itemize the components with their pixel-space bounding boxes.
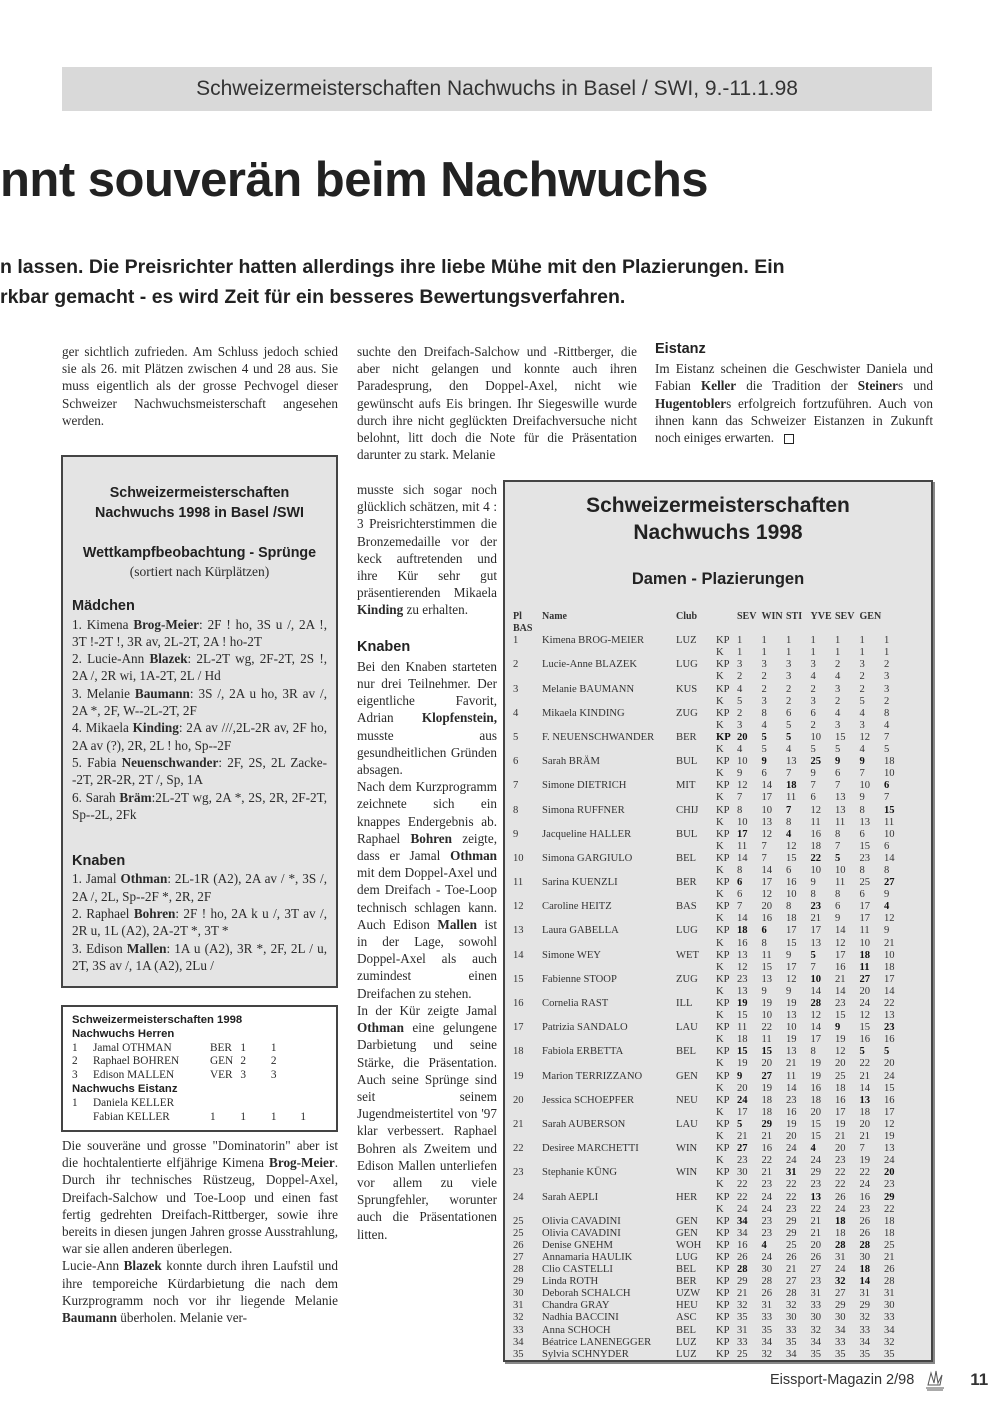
page-number: 11 (970, 1370, 989, 1389)
body-paragraph: Lucie-Ann Blazek konnte durch ihren Laufstil und ihre temporeiche Kürdarbietung die nach dem Kurzprogramm noch vor ihr liegende Melanie Baumann überholen. Melanie ver- (62, 1258, 338, 1326)
table-row: 27 Annamaria HAULIK LUG KP 26 24 26 26 31 30 21 (513, 1251, 895, 1263)
box-subtitle: Wettkampfbeobachtung - Sprünge (82, 545, 317, 561)
table-row: 2 Lucie-Anne BLAZEK LUG KP 3 3 3 3 2 3 2 (513, 659, 890, 671)
result-row: 2 Raphael BOHREN GEN 2 2 (72, 1055, 277, 1068)
table-row: 26 Denise GNEHM WOH KP 16 4 25 20 28 28 25 (513, 1239, 895, 1251)
article-headline: nnt souverän beim Nachwuchs (0, 153, 709, 207)
article-lead (0, 252, 785, 312)
column-1-top (62, 343, 338, 429)
girls-list (72, 616, 327, 824)
body-paragraph: In der Kür zeigte Jamal Othman eine gelungene Darbietung und seine Stärke, die Präsentation. Auch seine Sprünge sind seit seinem Jugendmeistertitel von '97 klar verbessert. Raphael Bohren als Zweitem und Edison Mallen unterliefen vor allem zu viele Sprungfehler, worunter auch die Präsentationen litten. (357, 1002, 497, 1242)
herren-heading: Nachwuchs Herren (72, 1027, 175, 1040)
table-row: 5 F. NEUENSCHWANDER BER KP 20 5 5 10 15 12 7 (513, 731, 890, 743)
body-paragraph: Nach dem Kurzprogramm zeichnete sich ein knappes Endergebnis ab. Raphael Bohren zeigte, dass er Jamal Othman mit dem Doppel-Axel und dem Dreifach - Toe-Loop technisch schlagen kann. Auch Edison Mallen ist in der Lage, sowohl Doppel-Axel als auch zumindest einen Dreifachen zu stehen. (357, 779, 497, 1001)
table-row: 34 Béatrice LANENEGGER LUZ KP 33 34 35 34 33 34 32 (513, 1336, 895, 1348)
table-row: 29 Linda ROTH BER KP 29 28 27 23 32 14 28 (513, 1276, 895, 1288)
result-row: Fabian KELLER 1 1 1 1 (92, 1110, 307, 1123)
table-row: 14 Simone WEY WET KP 13 11 9 5 17 18 10 (513, 949, 895, 961)
table-row-k: K 18 11 19 17 19 16 16 (716, 1034, 895, 1046)
championship-results-box (61, 1005, 338, 1132)
table-row: 9 Jacqueline HALLER BUL KP 17 12 4 16 8 6 10 (513, 828, 895, 840)
lead-line: rkbar gemacht - es wird Zeit für ein besseres Bewertungsverfahren. (0, 286, 626, 308)
table-row: 25 Olivia CAVADINI GEN KP 34 23 29 21 18 26 18 (513, 1227, 895, 1239)
table-row: 33 Anna SCHOCH BEL KP 31 35 33 32 34 33 34 (513, 1324, 895, 1336)
results-header-row: Pl Name Club SEV WIN STI YVE SEV GEN (513, 611, 882, 622)
table-row: 8 Simona RUFFNER CHIJ KP 8 10 7 12 13 8 15 (513, 804, 895, 816)
jump-entry: 4. Mikaela Kinding: 2A av ///,2L-2R av, 2F ho, 2A av (?), 2R, 2L ! ho, Sp--2F (72, 720, 327, 753)
body-paragraph: Die souveräne und grosse "Dominatorin" aber ist die hochtalentierte elfjährige Kimena Brog-Meier. Durch ihr technisches Rüstzeug, Doppel-Axel, Dreifach-Salchow und Toe-Loop und einen fast fertig gedrehten Dreifach-Rittberger, sowie ihre bereits in diesen jungen Jahren grosse Ausstrahlung, war sie allen anderen überlegen. (62, 1138, 338, 1257)
table-row-k: K 8 14 6 10 10 8 8 (716, 864, 890, 876)
table-row-k: K 14 16 18 21 9 17 12 (716, 913, 895, 925)
table-row: 6 Sarah BRÄM BUL KP 10 9 13 25 9 9 18 (513, 756, 895, 768)
table-row-k: K 12 15 17 7 16 11 18 (716, 961, 895, 973)
boys-list (72, 870, 327, 974)
table-row: 22 Desiree MARCHETTI WIN KP 27 16 24 4 20 7 13 (513, 1143, 895, 1155)
jump-entry: 3. Edison Mallen: 1A u (A2), 3R *, 2F, 2L / u, 2T, 3S av /, 1A (A2), 2Lu / (72, 940, 327, 973)
jump-entry: 2. Raphael Bohren: 2F ! ho, 2A k u /, 3T av /, 2R u, 1L (A2), 2A-2T *, 3T * (72, 906, 327, 939)
table-row-k: K 11 7 12 18 7 15 6 (716, 840, 890, 852)
jump-entry: 1. Jamal Othman: 2L-1R (A2), 2A av / *, 3S /, 2A /, 2L, Sp--2F *, 2R, 2F (72, 871, 328, 904)
lead-line: n lassen. Die Preisrichter hatten allerdings ihre liebe Mühe mit den Plazierungen. Ein (0, 256, 785, 278)
table-row-k: K 24 24 23 22 24 23 22 (716, 1203, 895, 1215)
table-row: 7 Simone DIETRICH MIT KP 12 14 18 7 7 10 6 (513, 780, 890, 792)
table-row: 25 Olivia CAVADINI GEN KP 34 23 29 21 18 26 18 (513, 1215, 895, 1227)
table-row-k: K 6 12 10 8 8 6 9 (716, 889, 890, 901)
jump-observation-box (61, 455, 338, 988)
table-row-k: K 17 18 16 20 17 18 17 (716, 1106, 895, 1118)
jump-entry: 1. Kimena Brog-Meier: 2F ! ho, 3S u /, 2A !, 3T !-2T !, 3R av, 2L-2T, 2A ! ho-2T (72, 616, 327, 649)
column-2-top (357, 343, 637, 463)
table-row: 19 Marion TERRIZZANO GEN KP 9 27 11 19 25 21 24 (513, 1070, 895, 1082)
table-row: 28 Clio CASTELLI BEL KP 28 30 21 27 24 18 26 (513, 1264, 895, 1276)
result-row: 1 Jamal OTHMAN BER 1 1 (72, 1041, 277, 1054)
table-row: 10 Simona GARGIULO BEL KP 14 7 15 22 5 23 14 (513, 852, 895, 864)
girls-heading: Mädchen (72, 598, 135, 615)
table-row: 21 Sarah AUBERSON LAU KP 5 29 19 15 19 20 12 (513, 1118, 895, 1130)
table-row-k: K 13 9 9 14 14 20 14 (716, 985, 895, 997)
table-row: 31 Chandra GRAY HEU KP 32 31 32 33 29 29 30 (513, 1300, 895, 1312)
table-row-k: K 4 5 4 5 5 4 5 (716, 744, 890, 756)
skate-logo-icon (922, 1367, 948, 1393)
section-banner: Schweizermeisterschaften Nachwuchs in Basel / SWI, 9.-11.1.98 (62, 67, 932, 111)
table-row: 32 Nadhia BACCINI ASC KP 35 33 30 30 30 32 33 (513, 1312, 895, 1324)
column-3 (655, 341, 933, 446)
table-row: 23 Stephanie KÜNG WIN KP 30 21 31 29 22 22 20 (513, 1167, 895, 1179)
eistanz-rows (72, 1097, 327, 1125)
table-row: 13 Laura GABELLA LUG KP 18 6 17 17 14 11 9 (513, 925, 890, 937)
result-row: 3 Edison MALLEN VER 3 3 (72, 1069, 277, 1082)
table-row: 12 Caroline HEITZ BAS KP 7 20 8 23 6 17 4 (513, 901, 890, 913)
column-2-narrow (357, 481, 497, 1243)
table-row-k: K 22 23 22 23 22 24 23 (716, 1179, 895, 1191)
eistanz-heading: Nachwuchs Eistanz (72, 1082, 178, 1095)
eistanz-heading: Eistanz (655, 341, 706, 357)
table-row: 1 Kimena BROG-MEIER LUZ KP 1 1 1 1 1 1 1 (513, 635, 890, 647)
magazine-name: Eissport-Magazin 2/98 (770, 1372, 915, 1388)
small-box-title: Schweizermeisterschaften 1998 (72, 1014, 243, 1026)
table-row-k: K 3 4 5 2 3 3 4 (716, 719, 890, 731)
result-row: 1 Daniela KELLER (72, 1096, 175, 1109)
table-row-k: K 19 20 21 19 20 22 20 (716, 1058, 895, 1070)
body-paragraph: musste sich sogar noch glücklich schätzen, mit 4 : 3 Preisrichterstimmen die Bronzemedaille vor der keck auftretenden und ihre Kür sehr gut präsentierenden Mikaela Kinding zu erhalten. (357, 482, 497, 618)
table-row-k: K 9 6 7 9 6 7 10 (716, 768, 895, 780)
table-row: 17 Patrizia SANDALO LAU KP 11 22 10 14 9 15 23 (513, 1022, 895, 1034)
table-row: 24 Sarah AEPLI HER KP 22 24 22 13 26 16 29 (513, 1191, 895, 1203)
herren-rows (72, 1042, 327, 1083)
results-title: Schweizermeisterschaften Nachwuchs 1998 (586, 494, 850, 544)
table-row-k: K 2 2 3 4 4 2 3 (716, 671, 890, 683)
box-title: Schweizermeisterschaften Nachwuchs 1998 in Basel /SWI (95, 485, 304, 521)
table-row-k: K 7 17 11 6 13 9 7 (716, 792, 890, 804)
body-paragraph: suchte den Dreifach-Salchow und -Rittberger, die aber nicht gelangen und konnte auch ihren Paradesprung, den Doppel-Axel, nicht wie gewünscht aufs Eis bringen. Ihr Siegeswille wurde durch ihre nicht geglückten Dreifachversuche nicht belohnt, litt doch die Note für die Präsentation darunter zu stark. Melanie (357, 344, 637, 463)
results-table: Pl Name Club SEV WIN STI YVE SEV GEN BAS 1 Kimena BROG-MEIER LUZ KP 1 1 1 1 1 1 1 K 1 1 1 1 1 1 1 2 Lucie-Anne BLAZEK LUG KP 3 3 3 3 2 3 2 K 2 2 3 4 4 2 3 3 Melanie BAUMANN KUS KP 4 2 2 2 3 2 3 K 5 3 2 3 2 5 2 4 Mikaela KINDING ZUG KP 2 8 6 6 4 4 8 K 3 4 5 2 3 3 4 5 F. NEUENSCHWANDER BER KP 20 5 5 10 15 12 7 K 4 5 4 5 5 4 5 6 Sarah BRÄM BUL KP 10 9 13 25 9 9 18 K 9 6 7 9 6 7 10 7 Simone DIETRICH MIT KP 12 14 18 7 7 10 6 K 7 17 11 6 13 9 7 8 Simona RUFFNER CHIJ KP 8 10 7 12 13 8 15 K 10 13 8 11 11 13 11 9 Jacqueline HALLER BUL KP 17 12 4 16 8 6 10 K 11 7 12 18 7 15 6 10 Simona GARGIULO BEL KP 14 7 15 22 5 23 14 K 8 14 6 10 10 8 8 11 Sarina KUENZLI BER KP 6 17 16 9 11 25 27 K 6 12 10 8 8 6 9 12 Caroline HEITZ BAS KP 7 20 8 23 6 17 4 K 14 16 18 21 9 17 12 13 Laura GABELLA LUG KP 18 6 17 17 14 11 9 K 16 8 15 13 12 10 21 14 Simone WEY WET KP 13 11 9 5 17 18 10 K 12 15 17 7 16 11 18 15 Fabienne STOOP ZUG KP 23 13 12 10 21 27 17 K 13 9 9 14 14 20 14 16 Cornelia RAST ILL KP 19 19 19 28 23 24 22 K 15 10 13 12 15 12 13 17 Patrizia SANDALO LAU KP 11 22 10 14 9 15 23 K 18 11 19 17 19 16 16 18 Fabiola ERBETTA BEL KP 15 15 13 8 12 5 5 K 19 20 21 19 20 22 20 19 Marion TERRIZZANO GEN KP 9 27 11 19 25 21 24 K 20 19 14 16 18 14 15 20 Jessica SCHOEPFER NEU KP 24 18 23 18 16 13 16 K 17 18 16 20 17 18 17 21 Sarah AUBERSON LAU KP 5 29 19 15 19 20 12 K 21 21 20 15 21 21 19 22 Desiree MARCHETTI WIN KP 27 16 24 4 20 7 13 K 23 22 24 24 23 19 24 23 Stephanie KÜNG WIN KP 30 21 31 29 22 22 20 K 22 23 22 23 22 24 23 24 Sarah AEPLI HER KP 22 24 22 13 26 16 29 K 24 24 23 22 24 23 22 25 Olivia CAVADINI GEN KP 34 23 29 21 18 26 18 25 Olivia CAVADINI GEN KP 34 23 29 21 18 26 18 26 Denise GNEHM WOH KP 16 4 25 20 28 28 25 27 Annamaria HAULIK LUG KP 26 24 26 26 31 30 21 28 Clio CASTELLI BEL KP 28 30 21 27 24 18 26 29 Linda ROTH BER KP 29 28 27 23 32 14 28 30 Deborah SCHALCH UZW KP 21 26 28 31 27 31 31 31 Chandra GRAY HEU KP 32 31 32 33 29 29 30 32 Nadhia BACCINI ASC KP 35 33 30 30 30 32 33 33 Anna SCHOCH BEL KP 31 35 33 32 34 33 34 34 Béatrice LANENEGGER LUZ KP 33 34 35 34 33 34 32 35 Sylvia SCHNYDER LUZ KP 25 32 34 35 35 35 35 (513, 611, 909, 1361)
table-row: 4 Mikaela KINDING ZUG KP 2 8 6 6 4 4 8 (513, 707, 890, 719)
table-row-k: K 23 22 24 24 23 19 24 (716, 1155, 895, 1167)
table-row: 35 Sylvia SCHNYDER LUZ KP 25 32 34 35 35 35 35 (513, 1348, 895, 1360)
jump-entry: 5. Fabia Neuenschwander: 2F, 2S, 2L Zacke--2T, 2R-2R, 2T /, Sp, 1A (72, 754, 327, 788)
end-of-article-icon (784, 434, 794, 444)
table-row-k: K 5 3 2 3 2 5 2 (716, 695, 890, 707)
boys-heading: Knaben (72, 853, 126, 870)
table-row: 15 Fabienne STOOP ZUG KP 23 13 12 10 21 27 17 (513, 973, 895, 985)
table-row-k: K 1 1 1 1 1 1 1 (716, 647, 890, 659)
jump-entry: 3. Melanie Baumann: 3S /, 2A u ho, 3R av /, 2A *, 2F, W--2L-2T, 2F (72, 685, 327, 719)
results-subtitle: Damen - Plazierungen (631, 570, 805, 588)
knaben-heading: Knaben (357, 638, 411, 655)
table-row-k: K 21 21 20 15 21 21 19 (716, 1131, 895, 1143)
table-row: 30 Deborah SCHALCH UZW KP 21 26 28 31 27 31 31 (513, 1288, 895, 1300)
body-paragraph: Bei den Knaben starteten nur drei Teilnehmer. Der eigentliche Favorit, Adrian Klopfenstein, musste aus gesundheitlichen Gründen absagen. (357, 658, 497, 778)
table-row-k: K 15 10 13 12 15 12 13 (716, 1010, 895, 1022)
body-paragraph: ger sichtlich zufrieden. Am Schluss jedoch schied sie als 26. mit Plätzen zwischen 4 und 28 aus. Sie muss eigentlich als der grosse Pechvogel dieser Schweizer Nachwuchsmeisterschaft angesehen werden. (62, 344, 338, 428)
table-row-k: K 16 8 15 13 12 10 21 (716, 937, 895, 949)
table-row: 18 Fabiola ERBETTA BEL KP 15 15 13 8 12 5 5 (513, 1046, 890, 1058)
ladies-results-box (503, 480, 933, 1362)
jump-entry: 2. Lucie-Ann Blazek: 2L-2T wg, 2F-2T, 2S !, 2A /, 2R wi, 1A-2T, 2L / Hd (72, 651, 328, 684)
table-row: 16 Cornelia RAST ILL KP 19 19 19 28 23 24 22 (513, 998, 895, 1009)
table-row-k: K 20 19 14 16 18 14 15 (716, 1082, 895, 1094)
table-row-k: K 10 13 8 11 11 13 11 (716, 816, 895, 828)
column-1-bottom (62, 1137, 338, 1326)
table-row: 11 Sarina KUENZLI BER KP 6 17 16 9 11 25 27 (513, 877, 895, 889)
page-footer (770, 1367, 988, 1393)
body-paragraph: Im Eistanz scheinen die Geschwister Daniela und Fabian Keller die Tradition der Steiners und Hugentoblers erfolgreich fortzuführen. Auch von ihnen kann das Schweizer Eistanzen in Zukunft noch einiges erwarten. (655, 361, 933, 446)
table-row: 3 Melanie BAUMANN KUS KP 4 2 2 2 3 2 3 (513, 683, 890, 695)
box-note: (sortiert nach Kürplätzen) (129, 564, 270, 579)
jump-entry: 6. Sarah Bräm:2L-2T wg, 2A *, 2S, 2R, 2F-2T, Sp--2L, 2Fk (72, 789, 327, 822)
table-row: 20 Jessica SCHOEPFER NEU KP 24 18 23 18 16 13 16 (513, 1094, 895, 1106)
